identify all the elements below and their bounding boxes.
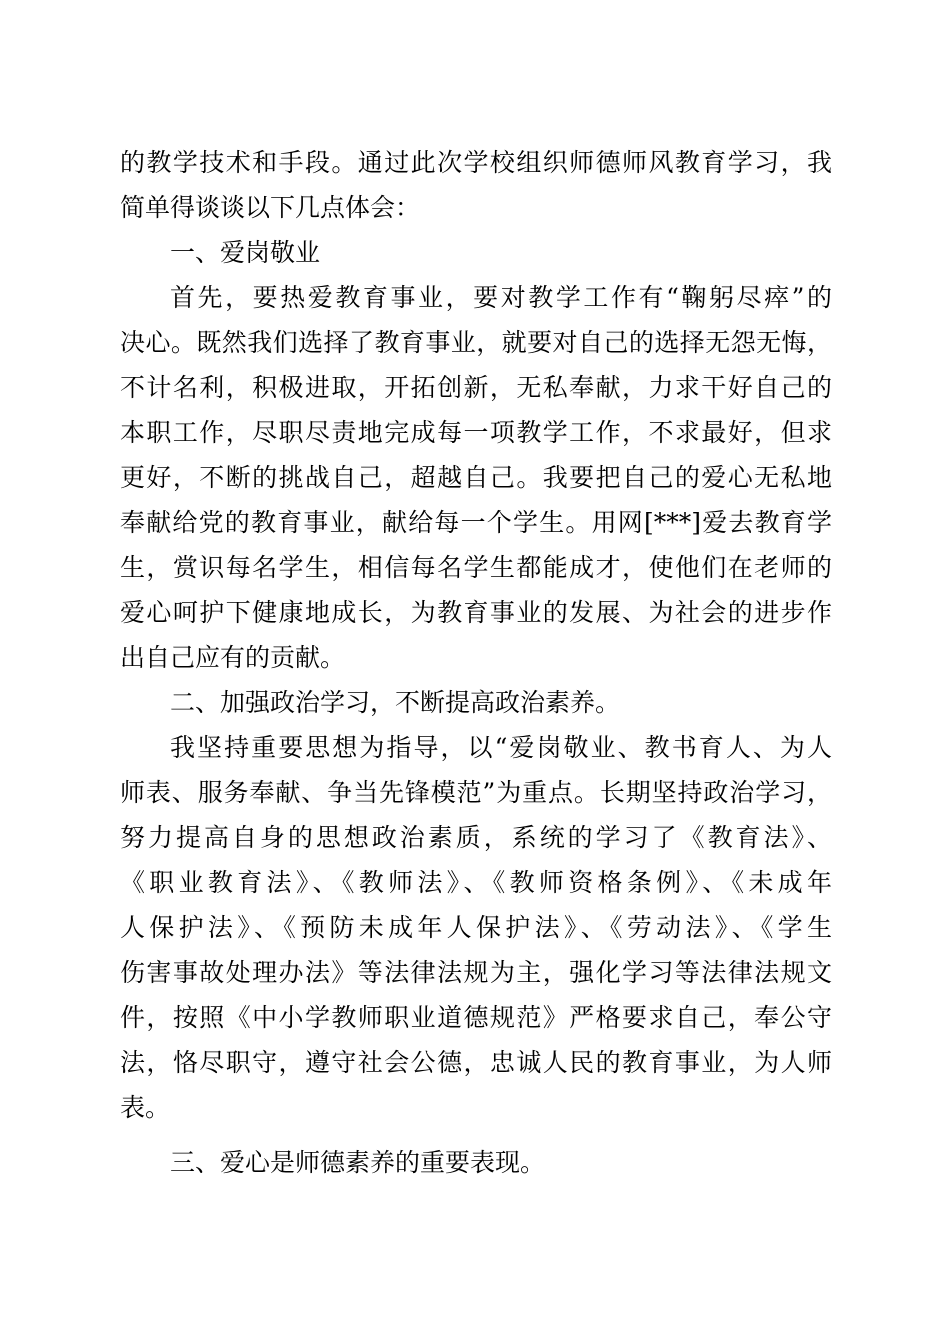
paragraph-line: 伤害事故处理办法》等法律法规为主，强化学习等法律法规文	[120, 958, 832, 987]
paragraph-line: 奉献给党的教育事业，献给每一个学生。用网[***]爱去教育学	[120, 508, 832, 537]
paragraph-line: 爱心呵护下健康地成长，为教育事业的发展、为社会的进步作	[120, 598, 832, 627]
paragraph-line: 人保护法》、《预防未成年人保护法》、《劳动法》、《学生	[120, 913, 832, 942]
paragraph-line: 表。	[120, 1093, 171, 1122]
intro-line: 的教学技术和手段。通过此次学校组织师德师风教育学习，我	[120, 148, 832, 177]
section-heading: 三、爱心是师德素养的重要表现。	[170, 1148, 546, 1177]
paragraph-line: 出自己应有的贡献。	[120, 643, 346, 672]
paragraph-line: 更好，不断的挑战自己，超越自己。我要把自己的爱心无私地	[120, 463, 832, 492]
paragraph-line: 决心。既然我们选择了教育事业，就要对自己的选择无怨无悔，	[120, 328, 832, 357]
paragraph-line: 我坚持重要思想为指导，以“爱岗敬业、教书育人、为人	[170, 733, 832, 762]
intro-line: 简单得谈谈以下几点体会：	[120, 193, 421, 222]
paragraph-line: 师表、服务奉献、争当先锋模范”为重点。长期坚持政治学习，	[120, 778, 832, 807]
paragraph-line: 《职业教育法》、《教师法》、《教师资格条例》、《未成年	[120, 868, 832, 897]
document-body	[120, 140, 832, 1185]
section-heading: 一、爱岗敬业	[170, 238, 321, 267]
paragraph-line: 本职工作，尽职尽责地完成每一项教学工作，不求最好，但求	[120, 418, 832, 447]
paragraph-line: 首先，要热爱教育事业，要对教学工作有“鞠躬尽瘁”的	[170, 283, 832, 312]
paragraph-line: 努力提高自身的思想政治素质，系统的学习了《教育法》、	[120, 823, 832, 852]
section-heading: 二、加强政治学习，不断提高政治素养。	[170, 688, 621, 717]
paragraph-line: 不计名利，积极进取，开拓创新，无私奉献，力求干好自己的	[120, 373, 832, 402]
paragraph-line: 生，赏识每名学生，相信每名学生都能成才，使他们在老师的	[120, 553, 832, 582]
section-spacer	[120, 1130, 832, 1140]
paragraph-line: 件，按照《中小学教师职业道德规范》严格要求自己，奉公守	[120, 1003, 832, 1032]
paragraph-line: 法，恪尽职守，遵守社会公德，忠诚人民的教育事业，为人师	[120, 1048, 832, 1077]
